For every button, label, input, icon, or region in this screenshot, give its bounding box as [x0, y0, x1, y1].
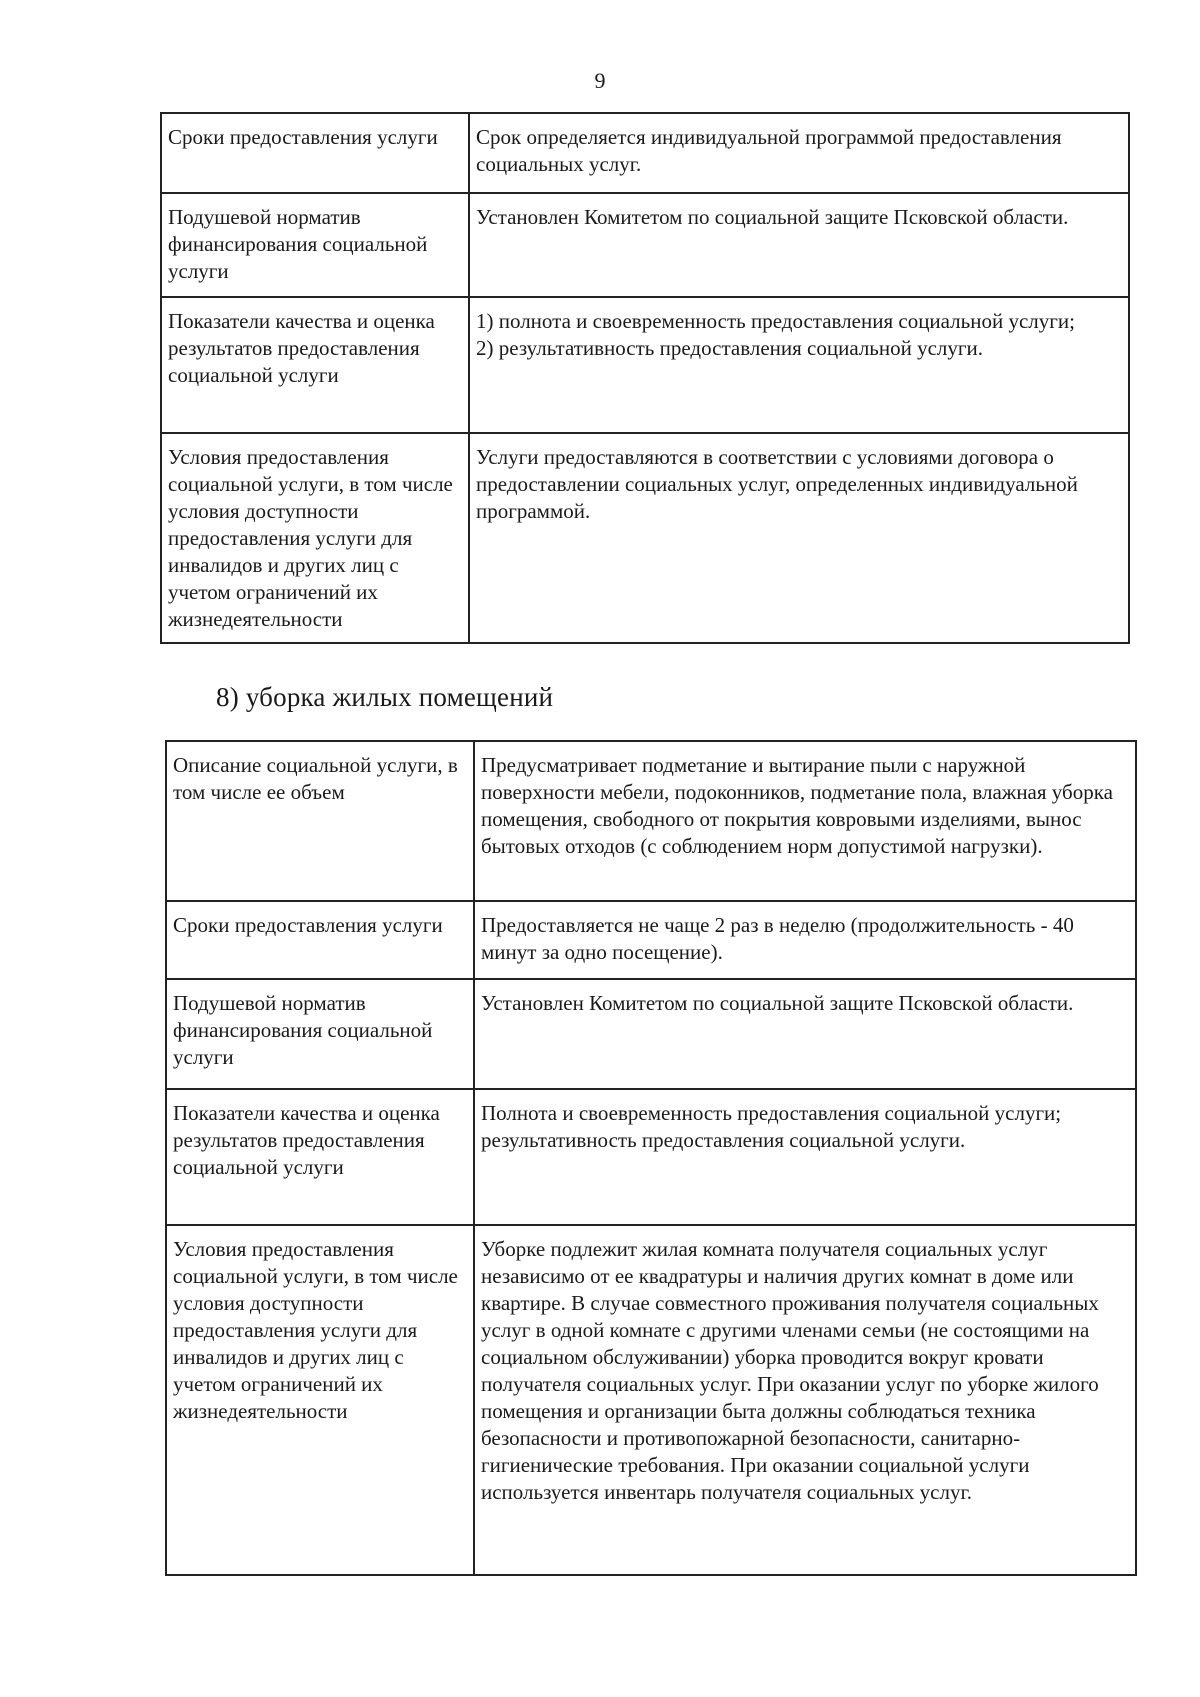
value-line: 1) полнота и своевременность предоставления социальной услуги; [476, 309, 1075, 333]
row-label: Условия предоставления социальной услуги, в том числе условия доступности предоставления услуги для инвалидов и других лиц с учетом ограничений их жизнедеятельности [161, 433, 469, 643]
row-label: Условия предоставления социальной услуги, в том числе условия доступности предоставления услуги для инвалидов и других лиц с учетом ограничений их жизнедеятельности [166, 1225, 474, 1575]
row-label: Подушевой норматив финансирования социальной услуги [161, 193, 469, 297]
table-row [161, 297, 1129, 433]
table-row [166, 741, 1136, 901]
table-row [166, 979, 1136, 1089]
table-row [161, 113, 1129, 193]
table-row [166, 901, 1136, 979]
row-value: Уборке подлежит жилая комната получателя социальных услуг независимо от ее квадратуры и наличия других комнат в доме или квартире. В случае совместного проживания получателя социальных услуг в одной комнате с другими членами семьи (не состоящими на социальном обслуживании) уборка проводится вокруг кровати получателя социальных услуг. При оказании услуг по уборке жилого помещения и организации быта должны соблюдаться техника безопасности и противопожарной безопасности, санитарно-гигиенические требования. При оказании социальной услуги используется инвентарь получателя социальных услуг. [474, 1225, 1136, 1575]
section-heading: 8) уборка жилых помещений [216, 682, 554, 712]
row-value [474, 1089, 1136, 1225]
row-label: Показатели качества и оценка результатов предоставления социальной услуги [161, 297, 469, 433]
row-label: Подушевой норматив финансирования социальной услуги [166, 979, 474, 1089]
value-line: 2) результативность предоставления социальной услуги. [476, 336, 984, 360]
row-value: Услуги предоставляются в соответствии с условиями договора о предоставлении социальных услуг, определенных индивидуальной программой. [469, 433, 1129, 643]
table-row [166, 1089, 1136, 1225]
row-value: Предусматривает подметание и вытирание пыли с наружной поверхности мебели, подоконников, подметание пола, влажная уборка помещения, свободного от покрытия ковровыми изделиями, вынос бытовых отходов (с соблюдением норм допустимой нагрузки). [474, 741, 1136, 901]
row-value: Срок определяется индивидуальной программой предоставления социальных услуг. [469, 113, 1129, 193]
value-line: Полнота и своевременность предоставления социальной услуги; [481, 1101, 1062, 1125]
row-value [469, 297, 1129, 433]
table-row [161, 193, 1129, 297]
service-table-previous [160, 112, 1130, 644]
row-value: Установлен Комитетом по социальной защите Псковской области. [474, 979, 1136, 1089]
page-number: 9 [594, 68, 606, 93]
row-label: Описание социальной услуги, в том числе ее объем [166, 741, 474, 901]
value-line: результативность предоставления социальной услуги. [481, 1128, 966, 1152]
service-table-cleaning [165, 740, 1137, 1576]
row-value: Установлен Комитетом по социальной защите Псковской области. [469, 193, 1129, 297]
table-row [166, 1225, 1136, 1575]
table-row [161, 433, 1129, 643]
row-label: Показатели качества и оценка результатов предоставления социальной услуги [166, 1089, 474, 1225]
row-value: Предоставляется не чаще 2 раз в неделю (продолжительность - 40 минут за одно посещение). [474, 901, 1136, 979]
row-label: Сроки предоставления услуги [161, 113, 469, 193]
row-label: Сроки предоставления услуги [166, 901, 474, 979]
